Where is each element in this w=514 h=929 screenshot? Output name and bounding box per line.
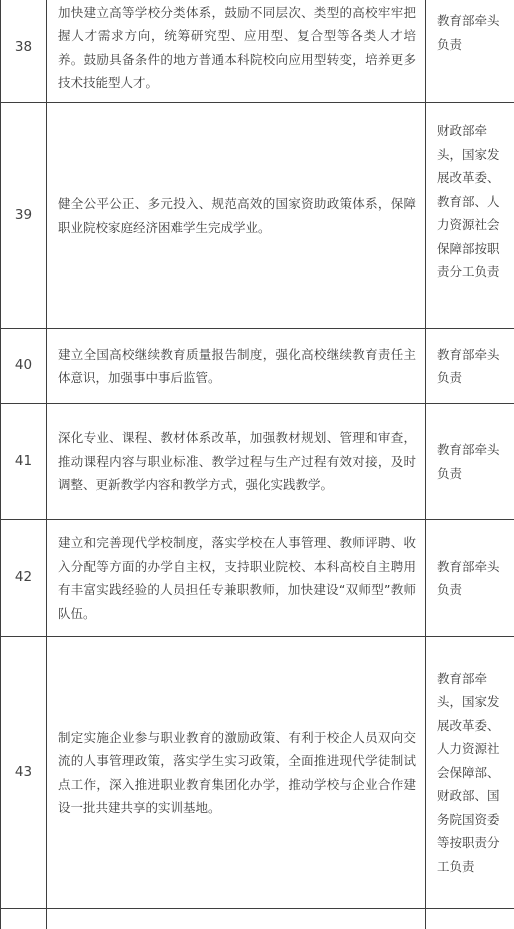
- responsible-department: [426, 520, 514, 637]
- department-text: 教育部牵头负责: [437, 555, 506, 602]
- department-text: 教育部牵头，国家发展改革委、人力资源社会保障部、财政部、国务院国资委等按职责分工负责: [437, 667, 506, 879]
- table-row: [1, 909, 514, 929]
- row-number: 38: [1, 0, 47, 103]
- responsible-department: [426, 404, 514, 520]
- task-content: 建立全国高校继续教育质量报告制度，强化高校继续教育责任主体意识，加强事中事后监管。: [47, 329, 426, 404]
- department-text: 教育部牵头负责: [437, 0, 506, 56]
- responsible-department: [426, 637, 514, 909]
- row-number: 43: [1, 637, 47, 909]
- department-text: 财政部牵头，国家发展改革委、教育部、人力资源社会保障部按职责分工负责: [437, 103, 506, 284]
- task-content: 健全公平公正、多元投入、规范高效的国家资助政策体系，保障职业院校家庭经济困难学生完成学业。: [47, 103, 426, 329]
- table-row: [1, 0, 514, 103]
- table-row: [1, 329, 514, 404]
- table-row: [1, 520, 514, 637]
- row-number: 41: [1, 404, 47, 520]
- department-text: 教育部牵头负责: [437, 343, 506, 390]
- task-content: 加快建立高等学校分类体系，鼓励不同层次、类型的高校牢牢把握人才需求方向，统筹研究型、应用型、复合型等各类人才培养。鼓励具备条件的地方普通本科院校向应用型转变，培养更多技术技能型人才。: [47, 0, 426, 103]
- table-row: [1, 404, 514, 520]
- table-row: [1, 637, 514, 909]
- responsible-department: [426, 103, 514, 329]
- task-content: 深化专业、课程、教材体系改革，加强教材规划、管理和审查，推动课程内容与职业标准、教学过程与生产过程有效对接，及时调整、更新教学内容和教学方式，强化实践教学。: [47, 404, 426, 520]
- table-row: [1, 103, 514, 329]
- responsible-department: [426, 329, 514, 404]
- responsible-department: [426, 0, 514, 103]
- task-content: 制定实施企业参与职业教育的激励政策、有利于校企人员双向交流的人事管理政策，落实学生实习政策，全面推进现代学徒制试点工作，深入推进职业教育集团化办学，推动学校与企业合作建设一批共建共享的实训基地。: [47, 637, 426, 909]
- row-number: 42: [1, 520, 47, 637]
- row-number: 39: [1, 103, 47, 329]
- task-content: 建立和完善现代学校制度，落实学校在人事管理、教师评聘、收入分配等方面的办学自主权，支持职业院校、本科高校自主聘用有丰富实践经验的人员担任专兼职教师，加快建设“双师型”教师队伍。: [47, 520, 426, 637]
- row-number: 40: [1, 329, 47, 404]
- department-text: 教育部牵头负责: [437, 438, 506, 485]
